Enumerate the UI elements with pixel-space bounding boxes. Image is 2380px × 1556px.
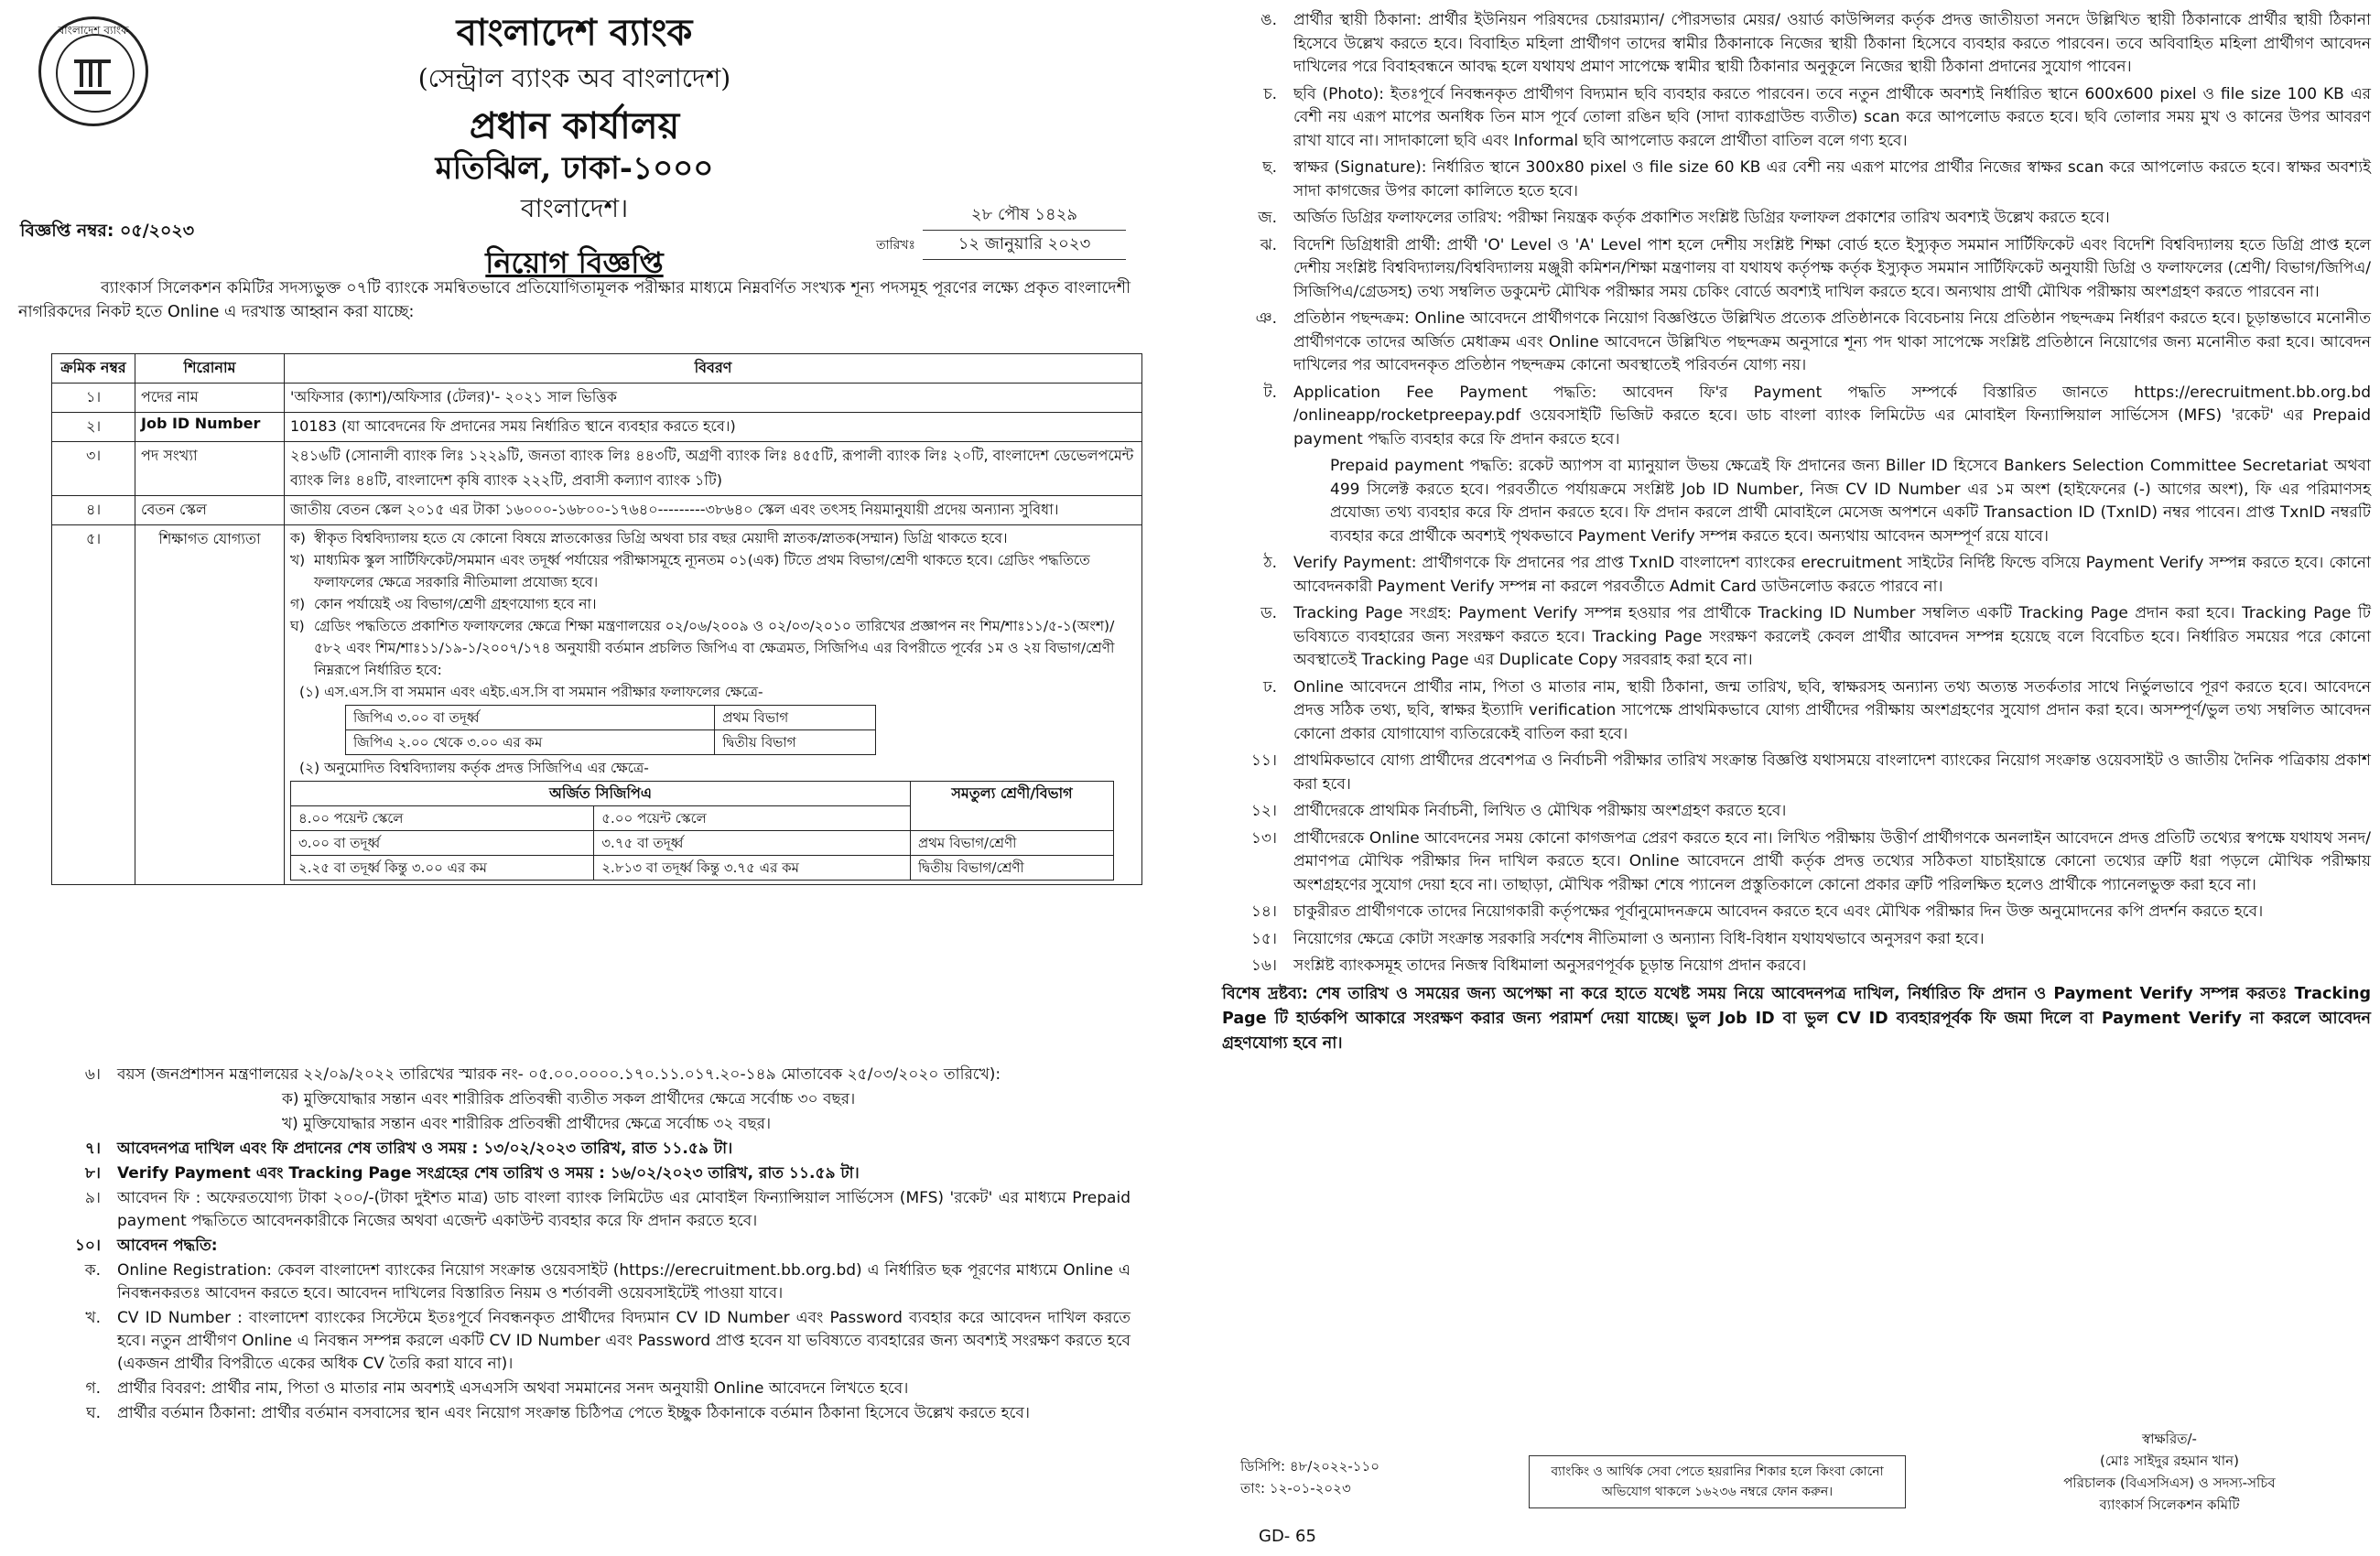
footer-ref: ডিসিপি: ৪৮/২০২২-১১০ তাং: ১২-০১-২০২৩: [1240, 1458, 1379, 1497]
list-item: ঢ. Online আবেদনে প্রার্থীর নাম, পিতা ও মাতার নাম, স্থায়ী ঠিকানা, জন্ম তারিখ, ছবি, স্বাক্ষরসহ অন্যান্য তথ্য অত্যন্ত সতর্কতার সাথে নির্ভুলভাবে পূরণ করতে হবে। আবেদনে প্রদত্ত সঠিক তথ্য, ছবি, স্বাক্ষর ইত্যাদি verification সাপেক্ষে প্রাথমিকভাবে যোগ্য প্রার্থীদের পরীক্ষায় অংশগ্রহণের সুযোগ প্রদান করা হবে। অসম্পূর্ণ/ভুল তথ্য সম্বলিত আবেদন কোনো প্রকার যোগাযোগ ব্যতিরেকেই বাতিল করা হবে।: [1262, 677, 2371, 743]
list-item: ১৬। সংশ্লিষ্ট ব্যাংকসমূহ তাদের নিজস্ব বিধিমালা অনুসরণপূর্বক চূড়ান্ত নিয়োগ প্রদান করবে।: [1250, 956, 1807, 975]
country: বাংলাদেশ।: [520, 193, 629, 223]
list-item: ১৫। নিয়োগের ক্ষেত্রে কোটা সংক্রান্ত সরকারি সর্বশেষ নীতিমালা ও অন্যান্য বিধি-বিধান যথাযথভাবে অনুসরণ করা হবে।: [1250, 929, 1985, 948]
list-item: ঙ. প্রার্থীর স্থায়ী ঠিকানা: প্রার্থীর ইউনিয়ন পরিষদের চেয়ারম্যান/ পৌরসভার মেয়র/ ওয়ার্ড কাউন্সিলর কর্তৃক প্রদত্ত জাতীয়তা সনদে উল্লিখিত স্থায়ী ঠিকানাকে প্রার্থীর স্থায়ী ঠিকানা হিসেবে উল্লেখ করতে হবে। বিবাহিত মহিলা প্রার্থীগণ তাদের স্বামীর ঠিকানাকে নিজের স্থায়ী ঠিকানা হিসেবে ব্যবহার করতে পারবেন। তবে অবিবাহিত মহিলা প্রার্থীগণ আবেদন দাখিলের পরে বিবাহবন্ধনে আবদ্ধ হলে যথাযথ প্রমাণ সাপেক্ষে স্বামীর স্থায়ী ঠিকানার অনুকূলে নিজের স্থায়ী ঠিকানা প্রদানের সুযোগ পাবেন।: [1260, 11, 2371, 76]
list-item: ১১। প্রাথমিকভাবে যোগ্য প্রার্থীদের প্রবেশপত্র ও নির্বাচনী পরীক্ষার তারিখ সংক্রান্ত বিজ্ঞপ্তি যথাসময়ে বাংলাদেশ ব্যাংকের নিয়োগ সংক্রান্ত ওয়েবসাইট ও জাতীয় দৈনিক পত্রিকায় প্রকাশ করা হবে।: [1250, 751, 2371, 794]
age-item: ৬। বয়স (জনপ্রশাসন মন্ত্রণালয়ের ২২/০৯/২০২২ তারিখের স্মারক নং- ০৫.০০.০০০০.১৭০.১১.০১৭.২০-১৪৯ মোতাবেক ২৫/০৩/২০২০ তারিখে):: [84, 1065, 1001, 1084]
address: মতিঝিল, ঢাকা-১০০০: [435, 150, 714, 187]
list-item: ৯। আবেদন ফি : অফেরতযোগ্য টাকা ২০০/-(টাকা দুইশত মাত্র) ডাচ বাংলা ব্যাংক লিমিটেড এর মোবাইল ফিন্যান্সিয়াল সার্ভিসেস (MFS) 'রকেট' এর মাধ্যমে Prepaid payment পদ্ধতিতে আবেদনকারীকে নিজের অথবা এজেন্ট একাউন্ট ব্যবহার করে ফি প্রদান করতে হবে।: [84, 1189, 1130, 1230]
list-item: ৮। Verify Payment এবং Tracking Page সংগ্রহের শেষ তারিখ ও সময় : ১৬/০২/২০২৩ তারিখ, রাত ১১.৫৯ টা।: [84, 1164, 860, 1183]
table-row: ৩। পদ সংখ্যা ২৪১৬টি (সোনালী ব্যাংক লিঃ ১২২৯টি, জনতা ব্যাংক লিঃ ৪৪৩টি, অগ্রণী ব্যাংক লিঃ ৪৫৫টি, রূপালী ব্যাংক লিঃ ২০টি, বাংলাদেশ ডেভেলপমেন্ট ব্যাংক লিঃ ৪৪টি, বাংলাদেশ কৃষি ব্যাংক ২২২টি, প্রবাসী কল্যাণ ব্যাংক ১টি): [52, 442, 1142, 496]
date-bengali: ২৮ পৌষ ১৪২৯: [923, 201, 1126, 231]
helpline-box: ব্যাংকিং ও আর্থিক সেবা পেতে হয়রানির শিকার হলে কিংবা কোনো অভিযোগ থাকলে ১৬২৩৬ নম্বরে ফোন করুন।: [1529, 1455, 1906, 1508]
list-item: গ. প্রার্থীর বিবরণ: প্রার্থীর নাম, পিতা ও মাতার নাম অবশ্যই এসএসসি অথবা সমমানের সনদ অনুযায়ী Online আবেদনে লিখতে হবে।: [85, 1379, 909, 1398]
cgpa-table: অর্জিত সিজিপিএ সমতুল্য শ্রেণী/বিভাগ ৪.০০ পয়েন্ট স্কেলে ৫.০০ পয়েন্ট স্কেলে ৩.০০ বা তদূর্ধ্ব ৩.৭৫ বা তদূর্ধ্ব প্রথম বিভাগ/শ্রেণী ২.২৫ বা তদূর্ধ্ব কিন্তু ৩.০০ এর কম ২.৮১৩ বা তদূর্ধ্ব কিন্তু ৩.৭৫ এর কম দ্বিতীয় বিভাগ/শ্রেণী: [290, 781, 1114, 881]
right-column: [1222, 9, 2371, 1056]
list-item: জ. অর্জিত ডিগ্রির ফলাফলের তারিখ: পরীক্ষা নিয়ন্ত্রক কর্তৃক প্রকাশিত সংশ্লিষ্ট ডিগ্রির ফলাফল প্রকাশের তারিখ অবশ্যই উল্লেখ করতে হবে।: [1258, 209, 2110, 227]
list-item: ১৩। প্রার্থীদেরকে Online আবেদনের সময় কোনো কাগজপত্র প্রেরণ করতে হবে না। লিখিত পরীক্ষায় উত্তীর্ণ প্রার্থীগণকে অনলাইন আবেদনে প্রদত্ত প্রতিটি তথ্যের স্বপক্ষে যথাযথ সনদ/প্রমাণপত্র মৌখিক পরীক্ষার দিন দাখিল করতে হবে। Online আবেদনে প্রার্থী কর্তৃক প্রদত্ত তথ্যের সঠিকতা যাচাইয়ান্তে কোনো তথ্যের ত্রুটি ধরা পড়লে মৌখিক পরীক্ষায় অংশগ্রহণের সুযোগ দেয়া হবে না। তাছাড়া, মৌখিক পরীক্ষা শেষে প্যানেল প্রস্তুতিকালে কোনো প্রকার ত্রুটি পরিলক্ষিত হলেও প্রার্থীকে প্যানেলভুক্ত করা হবে না।: [1250, 828, 2371, 894]
list-item: ট. Application Fee Payment পদ্ধতি: আবেদন ফি'র Payment পদ্ধতি সম্পর্কে বিস্তারিত জানতে https://erecruitment.bb.org.bd /onlineapp/rocketpreepay.pdf ওয়েবসাইটি ভিজিট করতে হবে। ডাচ বাংলা ব্যাংক লিমিটেড এর মোবাইল ফিন্যান্সিয়াল সার্ভিসেস (MFS) 'রকেট' এর Prepaid payment পদ্ধতি ব্যবহার করে ফি প্রদান করতে হবে।: [1263, 383, 2371, 448]
job-details-table: [51, 353, 1142, 885]
notice-number: বিজ্ঞপ্তি নম্বর: ০৫/২০২৩: [20, 221, 195, 241]
ssc-title: (১) এস.এস.সি বা সমমান এবং এইচ.এস.সি বা সমমান পরীক্ষার ফলাফলের ক্ষেত্রে-: [299, 684, 763, 700]
table-row: ৪। বেতন স্কেল জাতীয় বেতন স্কেল ২০১৫ এর টাকা ১৬০০০-১৬৮০০-১৭৬৪০---------৩৮৬৪০ স্কেল এবং তৎসহ নিয়মানুযায়ী প্রদেয় অন্যান্য সুবিধা।: [52, 496, 1142, 525]
ssc-table: জিপিএ ৩.০০ বা তদূর্ধ্ব প্রথম বিভাগ জিপিএ ২.০০ থেকে ৩.০০ এর কম দ্বিতীয় বিভাগ: [345, 705, 876, 755]
list-item: ৭। আবেদনপত্র দাখিল এবং ফি প্রদানের শেষ তারিখ ও সময় : ১৩/০২/২০২৩ তারিখ, রাত ১১.৫৯ টা।: [84, 1140, 733, 1158]
list-item: ছ. স্বাক্ষর (Signature): নির্ধারিত স্থানে 300x80 pixel ও file size 60 KB এর বেশী নয় এরূপ মাপের প্রার্থীর নিজের স্বাক্ষর scan করে আপলোড করতে হবে। স্বাক্ষর অবশ্যই সাদা কাগজের উপর কালো কালিতে হতে হবে।: [1262, 158, 2371, 200]
list-item: চ. ছবি (Photo): ইতঃপূর্বে নিবন্ধনকৃত প্রার্থীগণ বিদ্যমান ছবি ব্যবহার করতে পারবেন। তবে নতুন প্রার্থীকে অবশ্যই নির্ধারিত স্থানে 600x600 pixel ও file size 100 KB এর বেশী নয় এরূপ মাপের অনধিক তিন মাস পূর্বে তোলা রঙিন ছবি (সাদা ব্যাকগ্রাউন্ড ব্যতীত) scan করে আপলোড করতে হবে। ছবি তোলার সময় মুখ ও কানের উপর আবরণ রাখা যাবে না। সাদাকালো ছবি এবং Informal ছবি আপলোড করলে প্রার্থীতা বাতিল বলে গণ্য হবে।: [1263, 84, 2371, 150]
list-item: ঝ. বিদেশি ডিগ্রিধারী প্রার্থী: প্রার্থী 'O' Level ও 'A' Level পাশ হলে দেশীয় সংশ্লিষ্ট শিক্ষা বোর্ড হতে ইস্যুকৃত সমমান সার্টিফিকেট এবং বিদেশি বিশ্ববিদ্যালয় হতে ডিগ্রি প্রাপ্ত হলে দেশীয় সংশ্লিষ্ট বিশ্ববিদ্যালয়/বিশ্ববিদ্যালয় মঞ্জুরী কমিশন/শিক্ষা মন্ত্রণালয় বা যথাযথ কর্তৃপক্ষ কর্তৃক ইস্যুকৃত সমমান সার্টিফিকেট অনুযায়ী ডিগ্রি ও ফলাফলের (শ্রেণী/ বিভাগ/জিপিএ/সিজিপিএ/গ্রেডসহ) তথ্য সম্বলিত ডকুমেন্ট মৌখিক পরীক্ষার সময় চেকিং বোর্ডে অবশ্যই দাখিল করতে হবে। অন্যথায় প্রার্থী মৌখিক পরীক্ষায় অংশগ্রহণ করতে পারবেন না।: [1260, 235, 2371, 301]
list-item: ঞ. প্রতিষ্ঠান পছন্দক্রম: Online আবেদনে প্রার্থীগণকে নিয়োগ বিজ্ঞপ্তিতে উল্লিখিত প্রত্যেক প্রতিষ্ঠানকে বিবেচনায় নিয়ে প্রতিষ্ঠান পছন্দক্রম নির্ধারণ করতে হবে। চূড়ান্তভাবে মনোনীত প্রার্থীগণকে তাদের অর্জিত মেধাক্রম এবং Online আবেদনে উল্লিখিত পছন্দক্রম অনুসারে শূন্য পদ থাকা সাপেক্ষে সংশ্লিষ্ট প্রতিষ্ঠানে নিয়োগের জন্য মনোনীত করা হবে। আবেদন দাখিলের পর আবেদনকৃত প্রতিষ্ঠান পছন্দক্রম কোনো অবস্থাতেই পরিবর্তন যোগ্য নয়।: [1255, 309, 2371, 374]
col-heading: শিরোনাম: [135, 354, 285, 384]
list-item: ঠ. Verify Payment: প্রার্থীগণকে ফি প্রদানের পর প্রাপ্ত TxnID বাংলাদেশ ব্যাংকের erecruitment সাইটের নির্দিষ্ট ফিল্ডে বসিয়ে Payment Verify সম্পন্ন করতে হবে। কোনো আবেদনকারী Payment Verify সম্পন্ন না করলে পরবর্তীতে Admit Card ডাউনলোড করতে পারবে না।: [1263, 554, 2371, 596]
org-name: বাংলাদেশ ব্যাংক: [456, 11, 693, 54]
uni-title: (২) অনুমোদিত বিশ্ববিদ্যালয় কর্তৃক প্রদত্ত সিজিপিএ এর ক্ষেত্রে-: [299, 760, 649, 776]
special-note: বিশেষ দ্রষ্টব্য: শেষ তারিখ ও সময়ের জন্য অপেক্ষা না করে হাতে যথেষ্ট সময় নিয়ে আবেদনপত্র দাখিল, নির্ধারিত ফি প্রদান ও Payment Verify সম্পন্ন করতঃ Tracking Page টি হার্ডকপি আকারে সংরক্ষণ করার জন্য পরামর্শ দেয়া যাচ্ছে। ভুল Job ID বা ভুল CV ID ব্যবহারপূর্বক ফি জমা দিলে বা Payment Verify না করলে আবেদন গ্রহণযোগ্য হবে না।: [1222, 984, 2371, 1053]
list-item: ১২। প্রার্থীদেরকে প্রাথমিক নির্বাচনী, লিখিত ও মৌখিক পরীক্ষায় অংশগ্রহণ করতে হবে।: [1250, 802, 1787, 820]
date-gregorian: ১২ জানুয়ারি ২০২৩: [923, 231, 1126, 260]
table-row: ১। পদের নাম 'অফিসার (ক্যাশ)/অফিসার (টেলর)'- ২০২১ সাল ভিত্তিক: [52, 384, 1142, 413]
org-name-en: (সেন্ট্রাল ব্যাংক অব বাংলাদেশ): [417, 63, 731, 93]
intro-paragraph: ব্যাংকার্স সিলেকশন কমিটির সদস্যভুক্ত ০৭টি ব্যাংকে সমন্বিতভাবে প্রতিযোগিতামূলক পরীক্ষার মাধ্যমে নিম্নবর্ণিত সংখ্যক শূন্য পদসমূহ পূরণের লক্ষ্যে প্রকৃত বাংলাদেশী নাগরিকদের নিকট হতে Online এ দরখাস্ত আহ্বান করা যাচ্ছে:: [18, 279, 1130, 321]
left-items: ৬। বয়স (জনপ্রশাসন মন্ত্রণালয়ের ২২/০৯/২০২২ তারিখের স্মারক নং- ০৫.০০.০০০০.১৭০.১১.০১৭.২০-১৪৯ মোতাবেক ২৫/০৩/২০২০ তারিখে): ক) মুক্তিযোদ্ধার সন্তান এবং শারীরিক প্রতিবন্ধী ব্যতীত সকল প্রার্থীদের ক্ষেত্রে সর্বোচ্চ ৩০ বছর। খ) মুক্তিযোদ্ধার সন্তান এবং শারীরিক প্রতিবন্ধী প্রার্থীদের ক্ষেত্রে সর্বোচ্চ ৩২ বছর। ৭। আবেদনপত্র দাখিল এবং ফি প্রদানের শেষ তারিখ ও সময় : ১৩/০২/২০২৩ তারিখ, রাত ১১.৫৯ টা। ৮। Verify Payment এবং Tracking Page সংগ্রহের শেষ তারিখ ও সময় : ১৬/০২/২০২৩ তারিখ, রাত ১১.৫৯ টা। ৯। আবেদন ফি : অফেরতযোগ্য টাকা ২০০/-(টাকা দুইশত মাত্র) ডাচ বাংলা ব্যাংক লিমিটেড এর মোবাইল ফিন্যান্সিয়াল সার্ভিসেস (MFS) 'রকেট' এর মাধ্যমে Prepaid payment পদ্ধতিতে আবেদনকারীকে নিজের অথবা এজেন্ট একাউন্ট ব্যবহার করে ফি প্রদান করতে হবে। ১০। আবেদন পদ্ধতি: ক. Online Registration: কেবল বাংলাদেশ ব্যাংকের নিয়োগ সংক্রান্ত ওয়েবসাইট (https://erecruitment.bb.org.bd) এ নির্ধারিত ছক পূরণের মাধ্যমে Online এ নিবন্ধনকরতঃ আবেদন করতে হবে। আবেদন দাখিলের বিস্তারিত নিয়ম ও শর্তাবলী ওয়েবসাইটেই পাওয়া যাবে। খ. CV ID Number : বাংলাদেশ ব্যাংকের সিস্টেমে ইতঃপূর্বে নিবন্ধনকৃত প্রার্থীদের বিদ্যমান CV ID Number এবং Password ব্যবহার করে আবেদন দাখিল করতে হবে। নতুন প্রার্থীগণ Online এ নিবন্ধন সম্পন্ন করলে একটি CV ID Number এবং Password প্রাপ্ত হবেন যা ভবিষ্যতে ব্যবহারের জন্য অবশ্যই সংরক্ষণ করতে হবে (একজন প্রার্থীর বিপরীতে একের অধিক CV তৈরি করা যাবে না)। গ. প্রার্থীর বিবরণ: প্রার্থীর নাম, পিতা ও মাতার নাম অবশ্যই এসএসসি অথবা সমমানের সনদ অনুযায়ী Online আবেদনে লিখতে হবে। ঘ. প্রার্থীর বর্তমান ঠিকানা: প্রার্থীর বর্তমান বসবাসের স্থান এবং নিয়োগ সংক্রান্ত চিঠিপত্র পেতে ইচ্ছুক ঠিকানাকে বর্তমান ঠিকানা হিসেবে উল্লেখ করতে হবে।: [18, 1064, 1130, 1427]
seal-text: বাংলাদেশ ব্যাংক: [58, 24, 129, 37]
signature-block: স্বাক্ষরিত/- (মোঃ সাইদুর রহমান খান) পরিচালক (বিএসসিএস) ও সদস্য-সচিব ব্যাংকার্স সিলেকশন কমিটি: [2063, 1431, 2276, 1513]
date-label: তারিখঃ: [876, 238, 915, 253]
list-item: ১০। আবেদন পদ্ধতি:: [74, 1237, 218, 1255]
table-row-qualification: ৫। শিক্ষাগত যোগ্যতা ক) স্বীকৃত বিশ্ববিদ্যালয় হতে যে কোনো বিষয়ে স্নাতকোত্তর ডিগ্রি অথবা চার বছর মেয়াদী স্নাতক/স্নাতক(সম্মান) ডিগ্রি থাকতে হবে। খ) মাধ্যমিক স্কুল সার্টিফিকেট/সমমান এবং তদূর্ধ্ব পর্যায়ের পরীক্ষাসমূহে ন্যূনতম ০১(এক) টিতে প্রথম বিভাগ/শ্রেণী থাকতে হবে। গ্রেডিং পদ্ধতিতে ফলাফলের ক্ষেত্রে সরকারি নীতিমালা প্রযোজ্য হবে। গ) কোন পর্যায়েই ৩য় বিভাগ/শ্রেণী গ্রহণযোগ্য হবে না। ঘ) গ্রেডিং পদ্ধতিতে প্রকাশিত ফলাফলের ক্ষেত্রে শিক্ষা মন্ত্রণালয়ের ০২/০৬/২০০৯ ও ০২/০৩/২০১০ তারিখের প্রজ্ঞাপন নং শিম/শাঃ১১/৫-১(অংশ)/৫৮২ এবং শিম/শাঃ১১/১৯-১/২০০৭/১৭৪ অনুযায়ী বর্তমান প্রচলিত জিপিএ বা ক্ষেত্রমত, সিজিপিএ এর বিপরীতে পূর্বের ১ম ও ২য় বিভাগ/শ্রেণী নিম্নরূপে নির্ধারিত হবে: (১) এস.এস.সি বা সমমান এবং এইচ.এস.সি বা সমমান পরীক্ষার ফলাফলের ক্ষেত্রে- জিপিএ ৩.০০ বা তদূর্ধ্ব প্রথম বিভাগ জিপিএ ২.০০ থেকে ৩.০০ এর কম দ্বিতীয় বিভাগ (২) অনুমোদিত বিশ্ববিদ্যালয় কর্তৃক প্রদত্ত সিজিপিএ এর ক্ষেত্রে- অর্জিত সিজিপিএ সমতুল্য শ্রেণী/বিভাগ ৪.০০ পয়েন্ট স্কেলে ৫.০০ পয়েন্ট স্কেলে ৩.০০ বা তদূর্ধ্ব ৩.৭৫ বা তদূর্ধ্ব প্রথম বিভাগ/শ্রেণী ২.২৫ বা তদূর্ধ্ব কিন্তু ৩.০০ এর কম ২.৮১৩ বা তদূর্ধ্ব কিন্তু ৩.৭৫ এর কম দ্বিতীয় বিভাগ/শ্রেণী: [52, 525, 1142, 885]
list-item: ১৪। চাকুরীরত প্রার্থীগণকে তাদের নিয়োগকারী কর্তৃপক্ষের পূর্বানুমোদনক্রমে আবেদন করতে হবে এবং মৌখিক পরীক্ষার দিন উক্ত অনুমোদনের কপি প্রদর্শন করতে হবে।: [1250, 902, 2264, 921]
table-row: ২। Job ID Number 10183 (যা আবেদনের ফি প্রদানের সময় নির্ধারিত স্থানে ব্যবহার করতে হবে।): [52, 413, 1142, 442]
list-item: ক. Online Registration: কেবল বাংলাদেশ ব্যাংকের নিয়োগ সংক্রান্ত ওয়েবসাইট (https://erecruitment.bb.org.bd) এ নির্ধারিত ছক পূরণের মাধ্যমে Online এ নিবন্ধনকরতঃ আবেদন করতে হবে। আবেদন দাখিলের বিস্তারিত নিয়ম ও শর্তাবলী ওয়েবসাইটেই পাওয়া যাবে।: [84, 1261, 1130, 1302]
col-description: বিবরণ: [285, 354, 1142, 384]
office-name: প্রধান কার্যালয়: [469, 104, 680, 147]
page-title: নিয়োগ বিজ্ঞপ্তি: [485, 245, 664, 280]
list-item: Prepaid payment পদ্ধতি: রকেট অ্যাপস বা ম্যানুয়াল উভয় ক্ষেত্রেই ফি প্রদানের জন্য Biller ID হিসেবে Bankers Selection Committee Secretariat অথবা 499 সিলেক্ট করতে হবে। পরবর্তীতে পর্যায়ক্রমে সংশ্লিষ্ট Job ID Number, নিজ CV ID Number এর ১ম অংশ (হাইফেনের (-) আগের অংশ), ফি এর পরিমাণসহ প্রযোজ্য তথ্য ব্যবহার করে ফি প্রদান করতে হবে। ফি প্রদান করলে প্রার্থী মোবাইলে মেসেজ অপশনে একটি Transaction ID (TxnID) নম্বর পাবেন। প্রাপ্ত TxnID নম্বরটি ব্যবহার করে প্রার্থীকে অবশ্যই পৃথকভাবে Payment Verify সম্পন্ন করতে হবে। অন্যথায় আবেদন অসম্পূর্ণ রয়ে যাবে।: [1330, 457, 2371, 546]
list-item: ড. Tracking Page সংগ্রহ: Payment Verify সম্পন্ন হওয়ার পর প্রার্থীকে Tracking ID Number সম্বলিত একটি Tracking Page প্রদান করা হবে। Tracking Page টি ভবিষ্যতে ব্যবহারের জন্য সংরক্ষণ করতে হবে। Tracking Page সংরক্ষণ করলেই কেবল প্রার্থীর আবেদন সম্পন্ন হয়েছে বলে বিবেচিত হবে। নির্ধারিত সময়ের পরে কোনো অবস্থাতেই Tracking Page এর Duplicate Copy সরবরাহ করা হবে না।: [1260, 604, 2371, 669]
col-serial: ক্রমিক নম্বর: [52, 354, 135, 384]
gd-number: GD- 65: [1259, 1527, 1316, 1546]
list-item: খ. CV ID Number : বাংলাদেশ ব্যাংকের সিস্টেমে ইতঃপূর্বে নিবন্ধনকৃত প্রার্থীদের বিদ্যমান CV ID Number এবং Password ব্যবহার করে আবেদন দাখিল করতে হবে। নতুন প্রার্থীগণ Online এ নিবন্ধন সম্পন্ন করলে একটি CV ID Number এবং Password প্রাপ্ত হবেন যা ভবিষ্যতে ব্যবহারের জন্য অবশ্যই সংরক্ষণ করতে হবে (একজন প্রার্থীর বিপরীতে একের অধিক CV তৈরি করা যাবে না)।: [85, 1309, 1130, 1373]
list-item: ঘ. প্রার্থীর বর্তমান ঠিকানা: প্রার্থীর বর্তমান বসবাসের স্থান এবং নিয়োগ সংক্রান্ত চিঠিপত্র পেতে ইচ্ছুক ঠিকানাকে বর্তমান ঠিকানা হিসেবে উল্লেখ করতে হবে।: [86, 1404, 1030, 1422]
